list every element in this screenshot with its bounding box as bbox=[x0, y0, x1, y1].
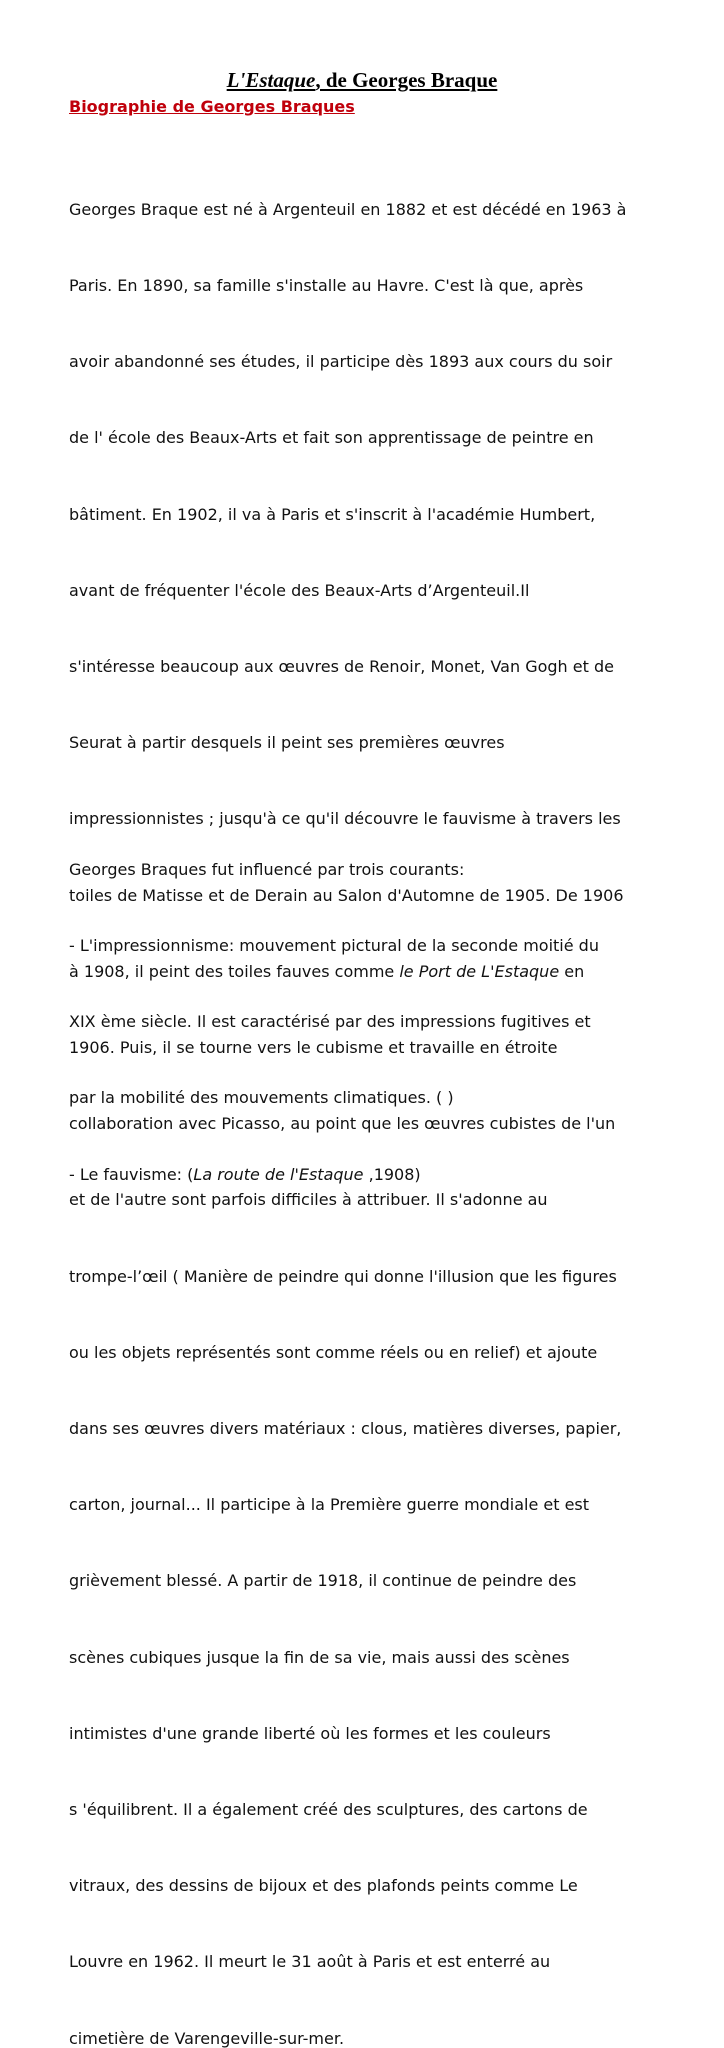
text-line: par la mobilité des mouvements climatiques. ( ) bbox=[69, 1088, 454, 1108]
text-run: ,1908) bbox=[363, 1164, 421, 1184]
text-run: - Le fauvisme: ( bbox=[69, 1164, 194, 1184]
text-line: avoir abandonné ses études, il participe dès 1893 aux cours du soir bbox=[69, 352, 613, 372]
influences-section bbox=[69, 806, 669, 1238]
text-line: ou les objets représentés sont comme réels ou en relief) et ajoute bbox=[69, 1342, 598, 1362]
text-line: de l' école des Beaux-Arts et fait son apprentissage de peintre en bbox=[69, 428, 594, 448]
text-line: s 'équilibrent. Il a également créé des sculptures, des cartons de bbox=[69, 1800, 588, 1820]
text-line: dans ses œuvres divers matériaux : clous, matières diverses, papier, bbox=[69, 1419, 622, 1439]
text-line: impressionnistes ; jusqu'à ce qu'il découvre le fauvisme à travers les bbox=[69, 809, 621, 829]
text-line: scènes cubiques jusque la fin de sa vie, mais aussi des scènes bbox=[69, 1647, 570, 1667]
text-line: carton, journal... Il participe à la Première guerre mondiale et est bbox=[69, 1495, 590, 1515]
text-line: avant de fréquenter l'école des Beaux-Arts d’Argenteuil.Il bbox=[69, 580, 530, 600]
text-line: - L'impressionnisme: mouvement pictural de la seconde moitié du bbox=[69, 936, 599, 956]
text-line: Georges Braque est né à Argenteuil en 1882 et est décédé en 1963 à bbox=[69, 199, 627, 219]
text-line: Louvre en 1962. Il meurt le 31 août à Paris et est enterré au bbox=[69, 1952, 551, 1972]
artwork-title: La route de l'Estaque bbox=[193, 1164, 364, 1184]
artwork-title: le Port de L'Estaque bbox=[399, 961, 560, 981]
text-line: s'intéresse beaucoup aux œuvres de Renoir, Monet, Van Gogh et de bbox=[69, 657, 614, 677]
text-line: intimistes d'une grande liberté où les formes et les couleurs bbox=[69, 1723, 551, 1743]
text-line: vitraux, des dessins de bijoux et des plafonds peints comme Le bbox=[69, 1876, 578, 1896]
text-line: toiles de Matisse et de Derain au Salon d'Automne de 1905. De 1906 bbox=[69, 885, 624, 905]
text-line: trompe-l’œil ( Manière de peindre qui donne l'illusion que les figures bbox=[69, 1266, 617, 1286]
influences-intro: Georges Braques fut influencé par trois courants: bbox=[69, 859, 465, 879]
text-line: bâtiment. En 1902, il va à Paris et s'inscrit à l'académie Humbert, bbox=[69, 504, 596, 524]
title-artwork: L'Estaque bbox=[226, 68, 316, 92]
text-run: à 1908, il peint des toiles fauves comme bbox=[69, 961, 400, 981]
text-line: grièvement blessé. A partir de 1918, il continue de peindre des bbox=[69, 1571, 577, 1591]
text-line: Paris. En 1890, sa famille s'installe au Havre. C'est là que, après bbox=[69, 276, 584, 296]
page-title bbox=[0, 68, 724, 93]
text-line: cimetière de Varengeville-sur-mer. bbox=[69, 2028, 345, 2048]
text-line: et de l'autre sont parfois difficiles à attribuer. Il s'adonne au bbox=[69, 1190, 548, 1210]
text-line bbox=[69, 1162, 669, 1187]
text-line: 1906. Puis, il se tourne vers le cubisme et travaille en étroite bbox=[69, 1038, 558, 1058]
text-line: XIX ème siècle. Il est caractérisé par des impressions fugitives et bbox=[69, 1012, 591, 1032]
text-run: en bbox=[559, 961, 585, 981]
text-line: Seurat à partir desquels il peint ses premières œuvres bbox=[69, 733, 505, 753]
text-line: collaboration avec Picasso, au point que les œuvres cubistes de l'un bbox=[69, 1114, 616, 1134]
section-heading: Biographie de Georges Braques bbox=[69, 97, 355, 116]
title-artist: , de Georges Braque bbox=[315, 68, 498, 92]
